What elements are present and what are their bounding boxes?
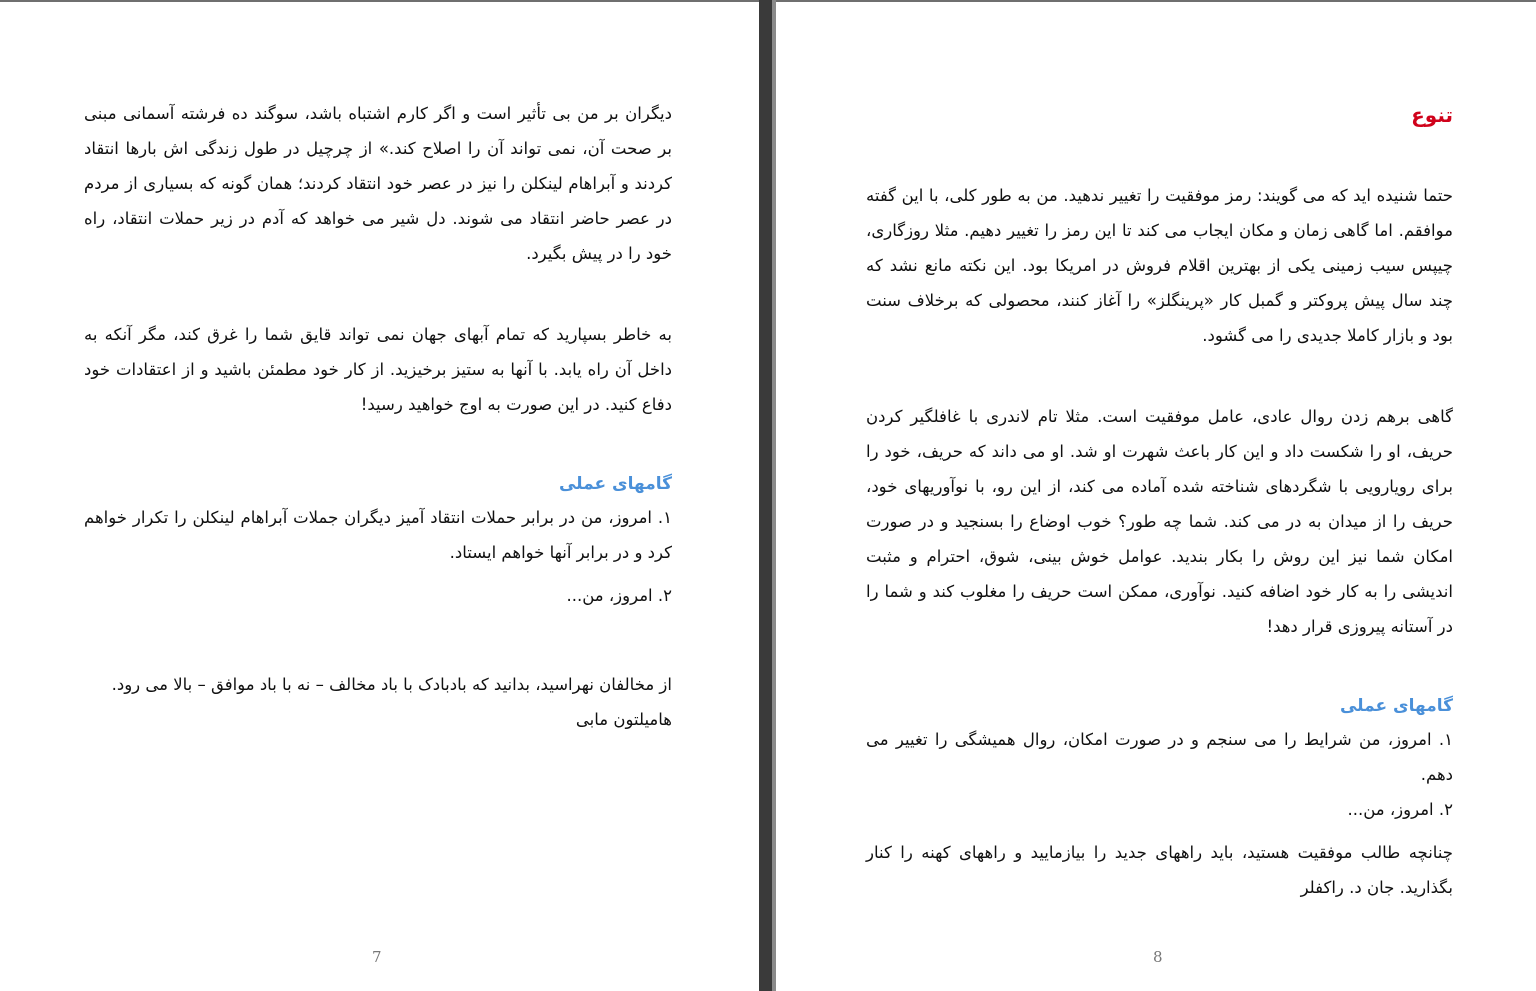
left-paragraph-1: دیگران بر من بی تأثیر است و اگر کارم اشتباه باشد، سوگند ده فرشته آسمانی مبنی بر صحت آن، نمی تواند آن را اصلاح کند.» از چرچیل در طول زندگی اش بارها انتقاد کردند و آبراهام لینکلن را نیز در عصر خود انتقاد کردند؛ همان گونه که بسیاری از مردم در عصر حاضر انتقاد می شوند. دل شیر می خواهد که آدم در زیر حملات انتقاد، راه خود را در پیش بگیرد. (84, 104, 672, 263)
right-step-1: ۱. امروز، من شرایط را می سنجم و در صورت امکان، روال همیشگی را تغییر می دهم. (866, 730, 1453, 784)
left-step-2: ۲. امروز، من... (566, 586, 672, 605)
left-practical-heading: گامهای عملی (558, 474, 672, 494)
right-page-content (866, 98, 1453, 905)
right-quote: چنانچه طالب موفقیت هستید، باید راههای جدید را بیازمایید و راههای کهنه را کنار بگذارید. جان د. راکفلر (866, 843, 1453, 897)
left-quote-author: هامیلتون مابی (575, 710, 672, 729)
left-page-number: 7 (372, 948, 382, 966)
right-paragraph-1: حتما شنیده اید که می گویند: رمز موفقیت را تغییر ندهید. من به طور کلی، با این گفته موافقم. اما گاهی زمان و مکان ایجاب می کند تا این رمز را تغییر دهیم. مثلا روزگاری، چیپس سیب زمینی یکی از بهترین اقلام فروش در امریکا بود. این نکته مانع نشد که چند سال پیش پروکتر و گمبل کار «پرینگلز» را آغاز کنند، محصولی که برخلاف سنت بود و بازار کاملا جدیدی را می گشود. (866, 186, 1453, 345)
book-gutter (759, 0, 776, 991)
left-quote: از مخالفان نهراسید، بدانید که بادبادک با باد مخالف – نه با باد موافق – بالا می رود. (111, 675, 672, 694)
left-step-1: ۱. امروز، من در برابر حملات انتقاد آمیز دیگران جملات آبراهام لینکلن را تکرار خواهم کرد و در برابر آنها خواهم ایستاد. (84, 508, 672, 562)
left-page-content (84, 96, 672, 737)
right-page-title: تنوع (1411, 103, 1453, 127)
right-paragraph-2: گاهی برهم زدن روال عادی، عامل موفقیت است. مثلا تام لاندری با غافلگیر کردن حریف، او را شکست داد و این کار باعث شهرت او شد. او می داند که حریف، خود را برای رویارویی با شگردهای شناخته شده آماده می کند، از این رو، با نوآوریهای خود، حریف را از میدان به در می کند. شما چه طور؟ خوب اوضاع را بسنجید و در صورت امکان شما نیز این روش را بکار بندید. عوامل خوش بینی، شوق، احترام و مثبت اندیشی را به کار خود اضافه کنید. نوآوری، ممکن است حریف را مغلوب کند و شما را در آستانه پیروزی قرار دهد! (866, 407, 1453, 636)
right-page-number: 8 (1153, 948, 1163, 966)
right-practical-heading: گامهای عملی (1339, 696, 1453, 716)
right-step-2: ۲. امروز، من... (1347, 800, 1453, 819)
left-paragraph-2: به خاطر بسپارید که تمام آبهای جهان نمی تواند قایق شما را غرق کند، مگر آنکه به داخل آن راه یابد. با آنها به ستیز برخیزید. از کار خود مطمئن باشید و از اعتقادات خود دفاع کنید. در این صورت به اوج خواهید رسید! (84, 325, 672, 414)
